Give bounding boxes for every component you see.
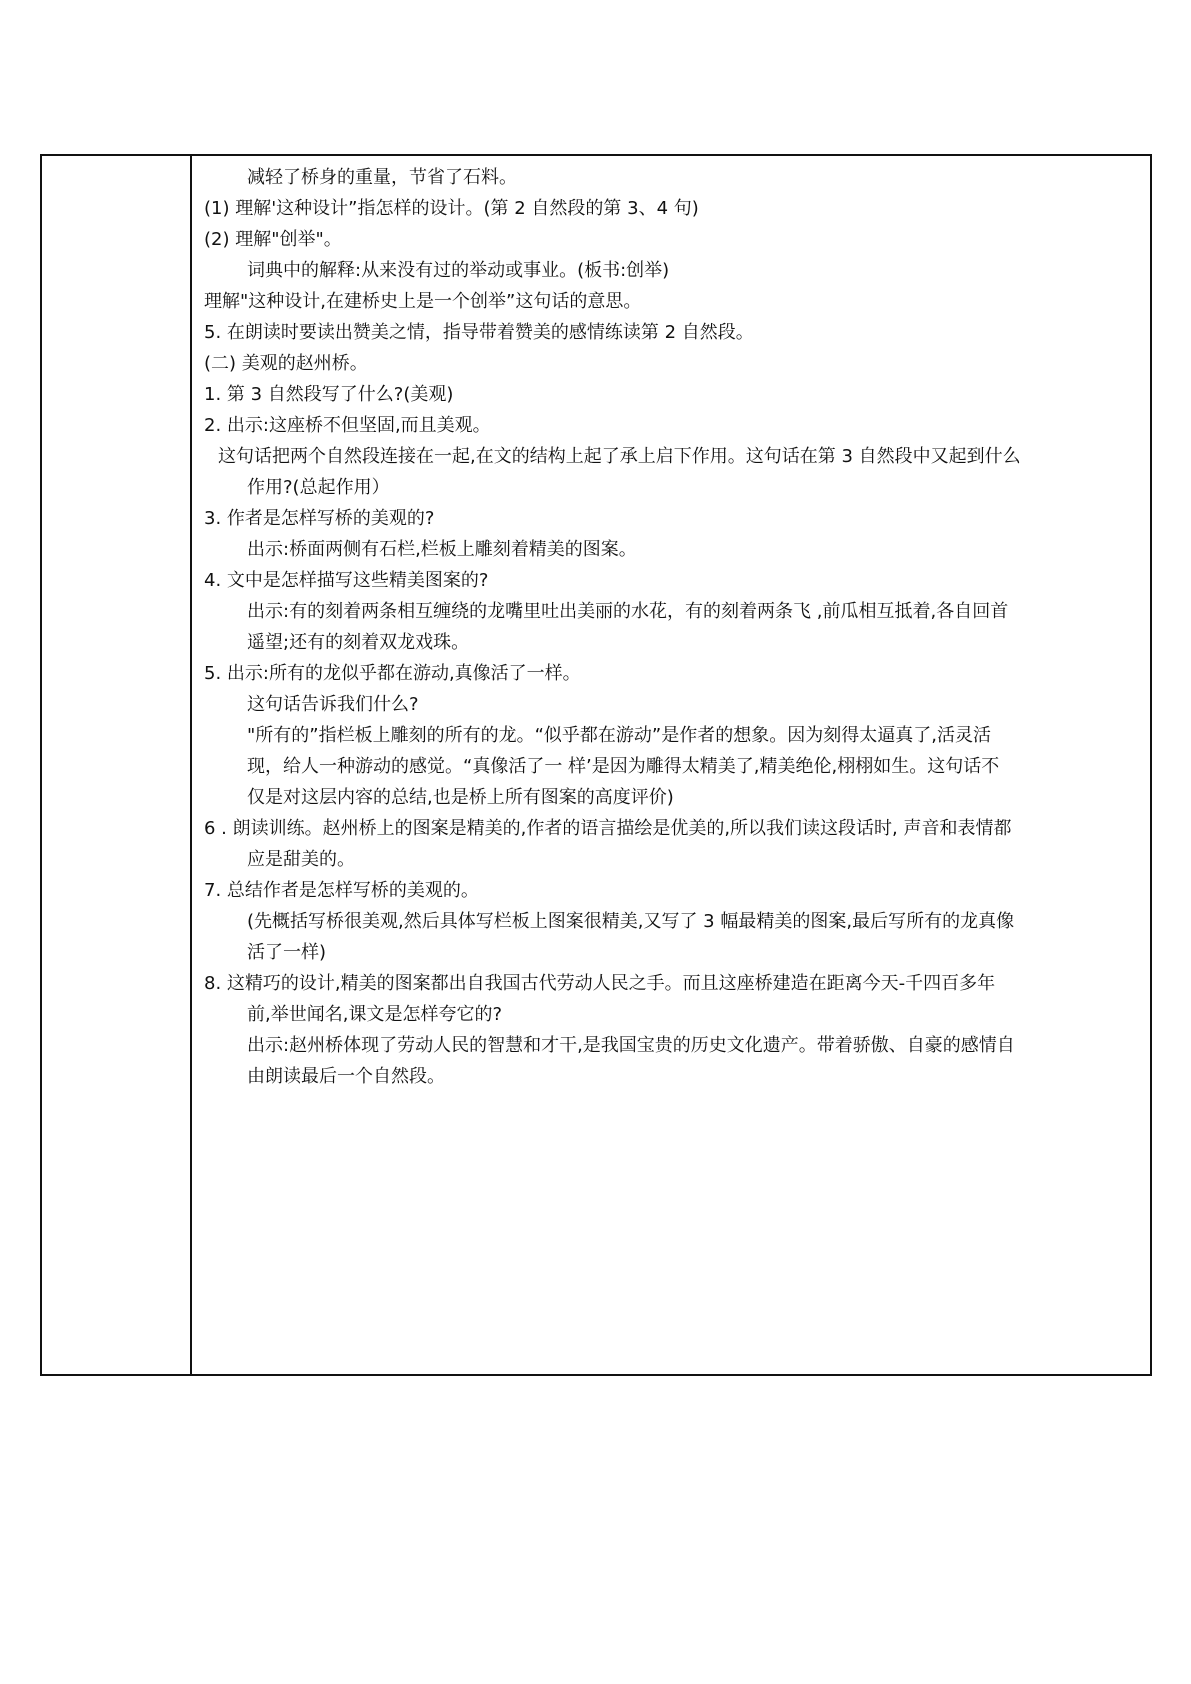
text-line: 7. 总结作者是怎样写桥的美观的。 [204,880,479,901]
left-column-cell [41,155,191,1375]
text-line: 由朗读最后一个自然段。 [247,1066,445,1087]
lesson-content [192,156,1150,1092]
text-line: 8. 这精巧的设计,精美的图案都出自我国古代劳动人民之手。而且这座桥建造在距离今天-千四百多年 [204,973,996,994]
table-row [41,155,1151,1375]
section-heading: (二) 美观的赵州桥。 [204,353,368,374]
text-line: 遥望;还有的刻着双龙戏珠。 [247,632,470,653]
text-line: 2. 出示:这座桥不但坚固,而且美观。 [204,415,491,436]
text-line: 活了一样) [247,942,327,963]
text-line: 仅是对这层内容的总结,也是桥上所有图案的高度评价) [247,787,674,808]
text-line: (先概括写桥很美观,然后具体写栏板上图案很精美,又写了 3 幅最精美的图案,最后写所有的龙真像 [247,911,1015,932]
text-line: 这句话告诉我们什么? [247,694,419,715]
text-line: (2) 理解"创举"。 [204,229,342,250]
text-line: "所有的”指栏板上雕刻的所有的龙。“似乎都在游动”是作者的想象。因为刻得太逼真了,活灵活 [247,725,991,746]
text-line: 这句话把两个自然段连接在一起,在文的结构上起了承上启下作用。这句话在第 3 自然段中又起到什么 [218,446,1021,467]
text-line: 前,举世闻名,课文是怎样夸它的? [247,1004,502,1025]
text-line: 5. 出示:所有的龙似乎都在游动,真像活了一样。 [204,663,581,684]
text-line: 应是甜美的。 [247,849,355,870]
text-line: 出示:赵州桥体现了劳动人民的智慧和才干,是我国宝贵的历史文化遗产。带着骄傲、自豪的感情自 [247,1035,1015,1056]
text-line: 出示:桥面两侧有石栏,栏板上雕刻着精美的图案。 [247,539,637,560]
text-line: 词典中的解释:从来没有过的举动或事业。(板书:创举) [247,260,670,281]
text-line: 作用?(总起作用） [247,477,390,498]
lesson-table [40,154,1152,1376]
text-line: 6 . 朗读训练。赵州桥上的图案是精美的,作者的语言描绘是优美的,所以我们读这段话时, 声音和表情都 [204,818,1012,839]
text-line: 1. 第 3 自然段写了什么?(美观) [204,384,454,405]
text-line: 出示:有的刻着两条相互缠绕的龙嘴里吐出美丽的水花，有的刻着两条飞 ,前瓜相互抵着,各自回首 [247,601,1009,622]
text-line: 5. 在朗读时要读出赞美之情，指导带着赞美的感情练读第 2 自然段。 [204,322,754,343]
text-line: (1) 理解'这种设计”指怎样的设计。(第 2 自然段的第 3、4 句) [204,198,699,219]
text-line: 3. 作者是怎样写桥的美观的? [204,508,435,529]
text-line: 减轻了桥身的重量，节省了石料。 [247,167,517,188]
text-line: 现，给人一种游动的感觉。“真像活了一 样’是因为雕得太精美了,精美绝伦,栩栩如生。这句话不 [247,756,1000,777]
text-line: 理解"这种设计,在建桥史上是一个创举”这句话的意思。 [204,291,642,312]
text-line: 4. 文中是怎样描写这些精美图案的? [204,570,489,591]
content-cell [191,155,1151,1375]
